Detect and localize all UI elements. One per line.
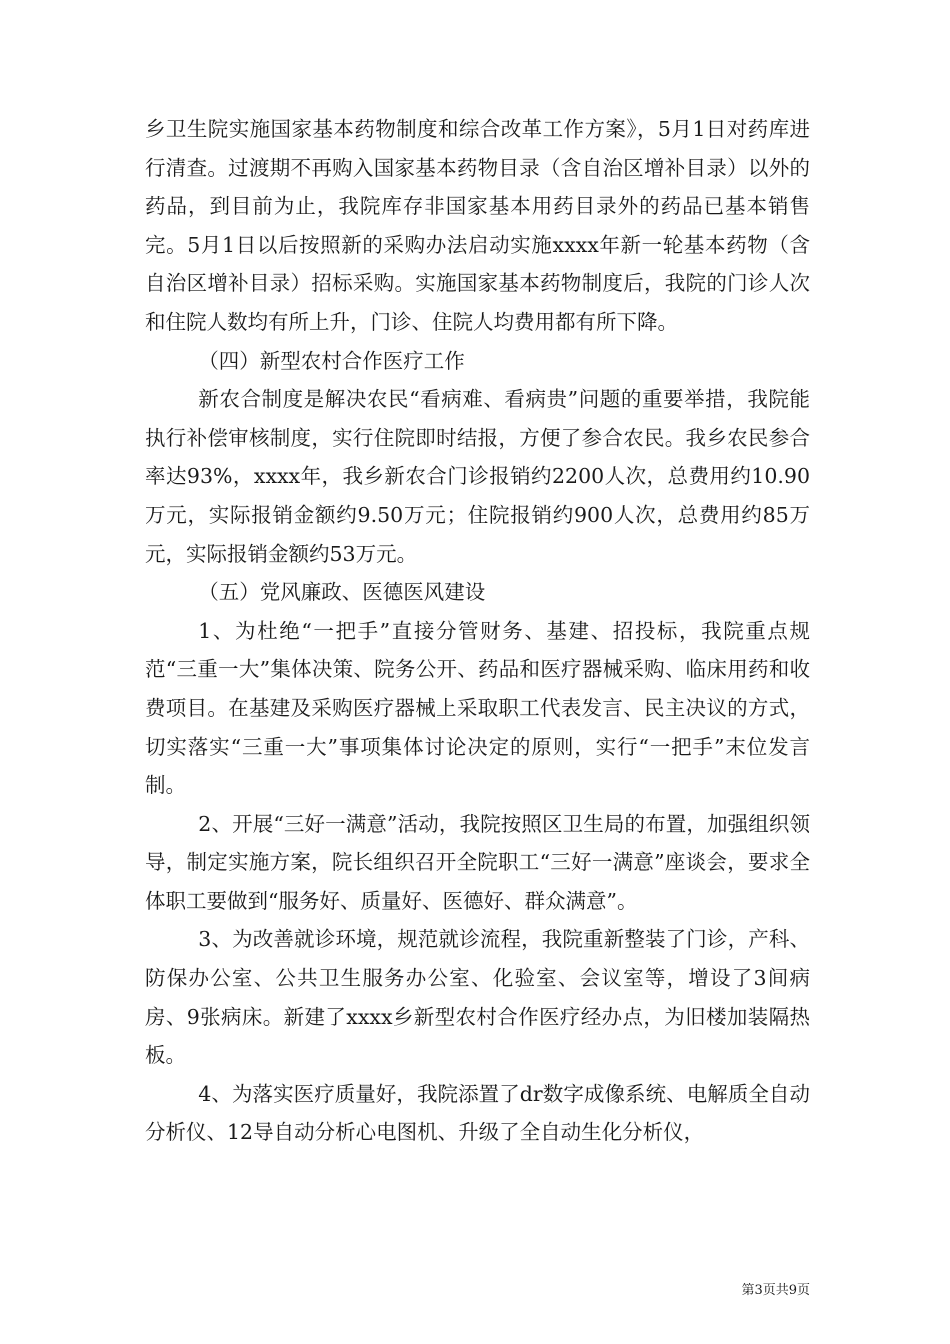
paragraph-item-4: 4、为落实医疗质量好，我院添置了dr数字成像系统、电解质全自动分析仪、12导自动分析心电图机、升级了全自动生化分析仪， [145,1081,810,1145]
paragraph-drug-system: 乡卫生院实施国家基本药物制度和综合改革工作方案》，5月1日对药库进行清查。过渡期不再购入国家基本药物目录（含自治区增补目录）以外的药品，到目前为止，我院库存非国家基本用药目录外的药品已基本销售完。5月1日以后按照新的采购办法启动实施xxxx年新一轮基本药物（含自治区增补目录）招标采购。实施国家基本药物制度后，我院的门诊人次和住院人数均有所上升，门诊、住院人均费用都有所下降。 [145,117,810,334]
document-body [145,110,810,1152]
section-heading-rural-cooperative-medical: （四）新型农村合作医疗工作 [198,348,465,373]
paragraph-item-1: 1、为杜绝“一把手”直接分管财务、基建、招投标，我院重点规范“三重一大”集体决策、院务公开、药品和医疗器械采购、临床用药和收费项目。在基建及采购医疗器械上采取职工代表发言、民主决议的方式，切实落实“三重一大”事项集体讨论决定的原则，实行“一把手”末位发言制。 [145,618,810,798]
paragraph-item-3: 3、为改善就诊环境，规范就诊流程，我院重新整装了门诊，产科、防保办公室、公共卫生服务办公室、化验室、会议室等，增设了3间病房、9张病床。新建了xxxx乡新型农村合作医疗经办点，为旧楼加装隔热板。 [145,927,810,1068]
section-heading-party-integrity: （五）党风廉政、医德医风建设 [198,580,486,605]
paragraph-item-2: 2、开展“三好一满意”活动，我院按照区卫生局的布置，加强组织领导，制定实施方案，院长组织召开全院职工“三好一满意”座谈会，要求全体职工要做到“服务好、质量好、医德好、群众满意”。 [145,811,810,913]
paragraph-rural-cooperative-medical: 新农合制度是解决农民“看病难、看病贵”问题的重要举措，我院能执行补偿审核制度，实行住院即时结报，方便了参合农民。我乡农民参合率达93%，xxxx年，我乡新农合门诊报销约2200人次，总费用约10.90万元，实际报销金额约9.50万元；住院报销约900人次，总费用约85万元，实际报销金额约53万元。 [145,387,810,566]
page-number-footer: 第3页共9页 [741,1283,810,1298]
